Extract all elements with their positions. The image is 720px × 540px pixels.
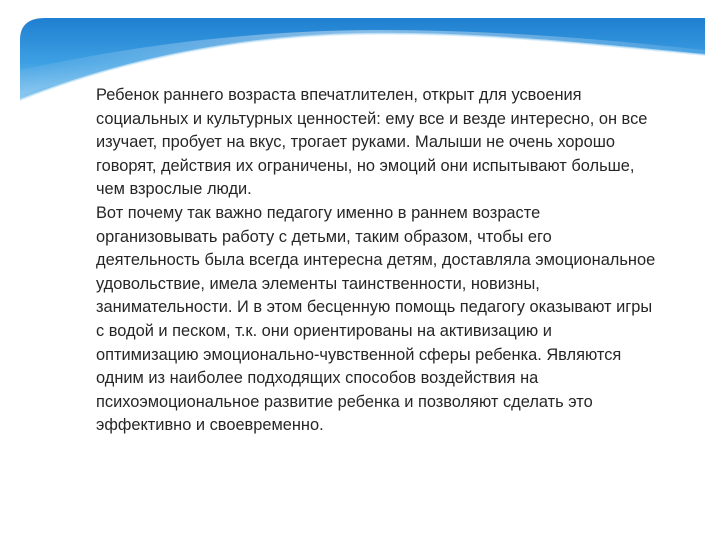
paragraph-1: Ребенок раннего возраста впечатлителен, открыт для усвоения социальных и культурных ценностей: ему все и везде интересно, он все изучает, пробует на вкус, трогает руками. Малыши не очень хорошо говорят, действия их ограничены, но эмоций они испытывают больше, чем взрослые люди. — [96, 86, 648, 199]
body-text — [96, 84, 656, 438]
paragraph-2: Вот почему так важно педагогу именно в раннем возрасте организовывать работу с детьми, таким образом, чтобы его деятельность была всегда интересна детям, доставляла эмоциональное удовольствие, имела элементы таинственности, новизны, занимательности. И в этом бесценную помощь педагогу оказывают игры с водой и песком, т.к. они ориентированы на активизацию и оптимизацию эмоционально-чувственной сферы ребенка. Являются одним из наиболее подходящих способов воздействия на психоэмоциональное развитие ребенка и позволяют сделать это эффективно и своевременно. — [96, 203, 656, 435]
